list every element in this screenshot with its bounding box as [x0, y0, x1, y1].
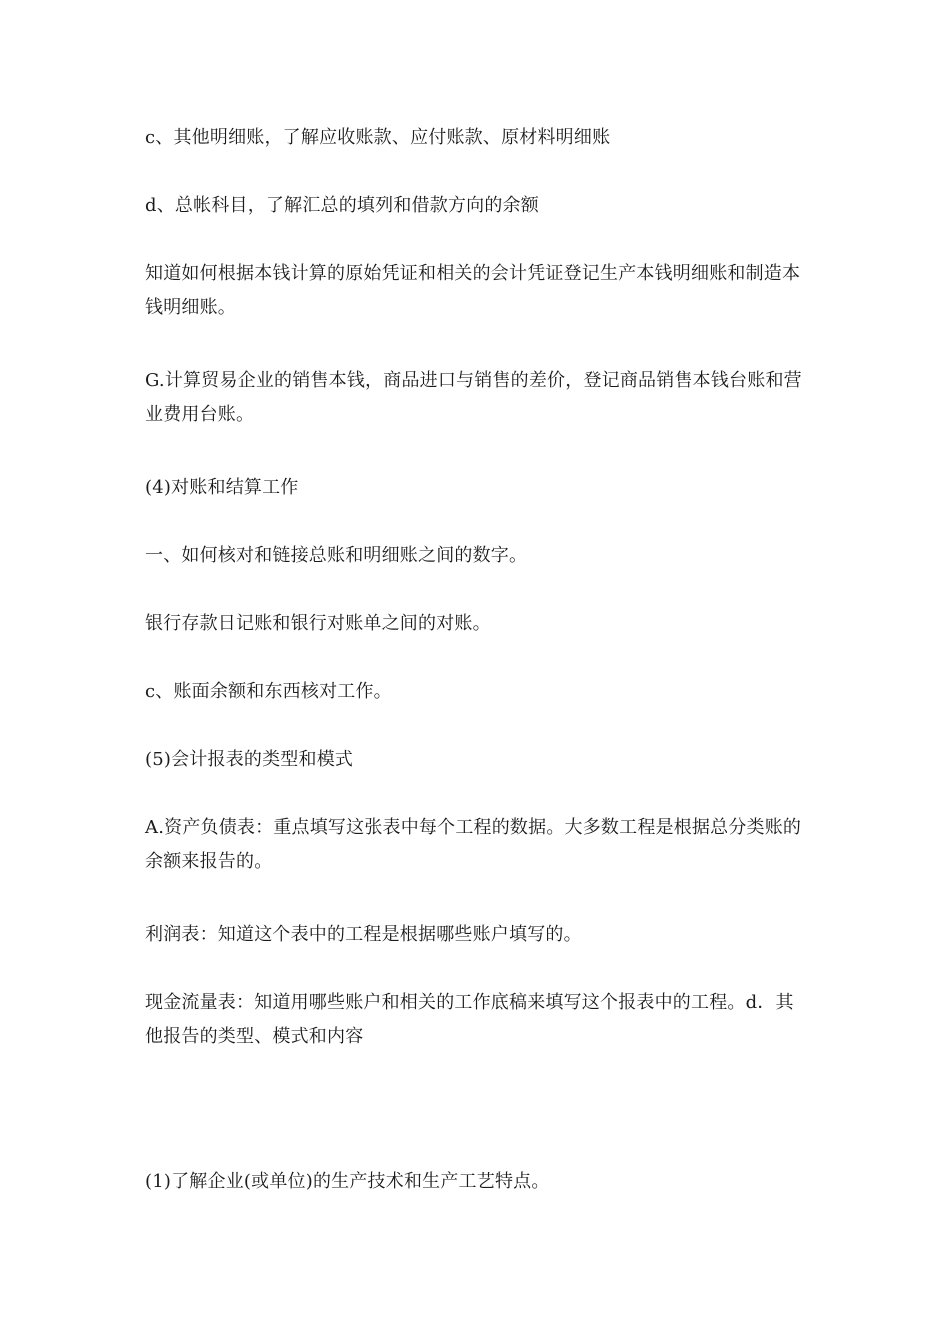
paragraph-cash-flow-statement: 现金流量表：知道用哪些账户和相关的工作底稿来填写这个报表中的工程。d．其他报告的类型、模式和内容: [145, 992, 794, 1047]
paragraph-income-statement: 利润表：知道这个表中的工程是根据哪些账户填写的。: [145, 924, 582, 945]
paragraph-trade-sales-cost: G.计算贸易企业的销售本钱，商品进口与销售的差价，登记商品销售本钱台账和营业费用台账。: [145, 370, 802, 425]
paragraph-bank-reconciliation: 银行存款日记账和银行对账单之间的对账。: [145, 613, 491, 634]
paragraph-production-technology: (1)了解企业(或单位)的生产技术和生产工艺特点。: [145, 1171, 550, 1192]
paragraph-ledger-check: 一、如何核对和链接总账和明细账之间的数字。: [145, 545, 528, 566]
paragraph-other-subsidiary-ledgers: c、其他明细账，了解应收账款、应付账款、原材料明细账: [145, 127, 611, 148]
paragraph-cost-ledgers: 知道如何根据本钱计算的原始凭证和相关的会计凭证登记生产本钱明细账和制造本钱明细账。: [145, 263, 801, 318]
paragraph-general-ledger-accounts: d、总帐科目，了解汇总的填列和借款方向的余额: [145, 195, 539, 216]
paragraph-book-balance-check: c、账面余额和东西核对工作。: [145, 681, 392, 702]
section-heading-reconciliation: (4)对账和结算工作: [145, 477, 299, 498]
section-heading-report-types: (5)会计报表的类型和模式: [145, 749, 354, 770]
paragraph-balance-sheet: A.资产负债表：重点填写这张表中每个工程的数据。大多数工程是根据总分类账的余额来报告的。: [145, 817, 802, 872]
